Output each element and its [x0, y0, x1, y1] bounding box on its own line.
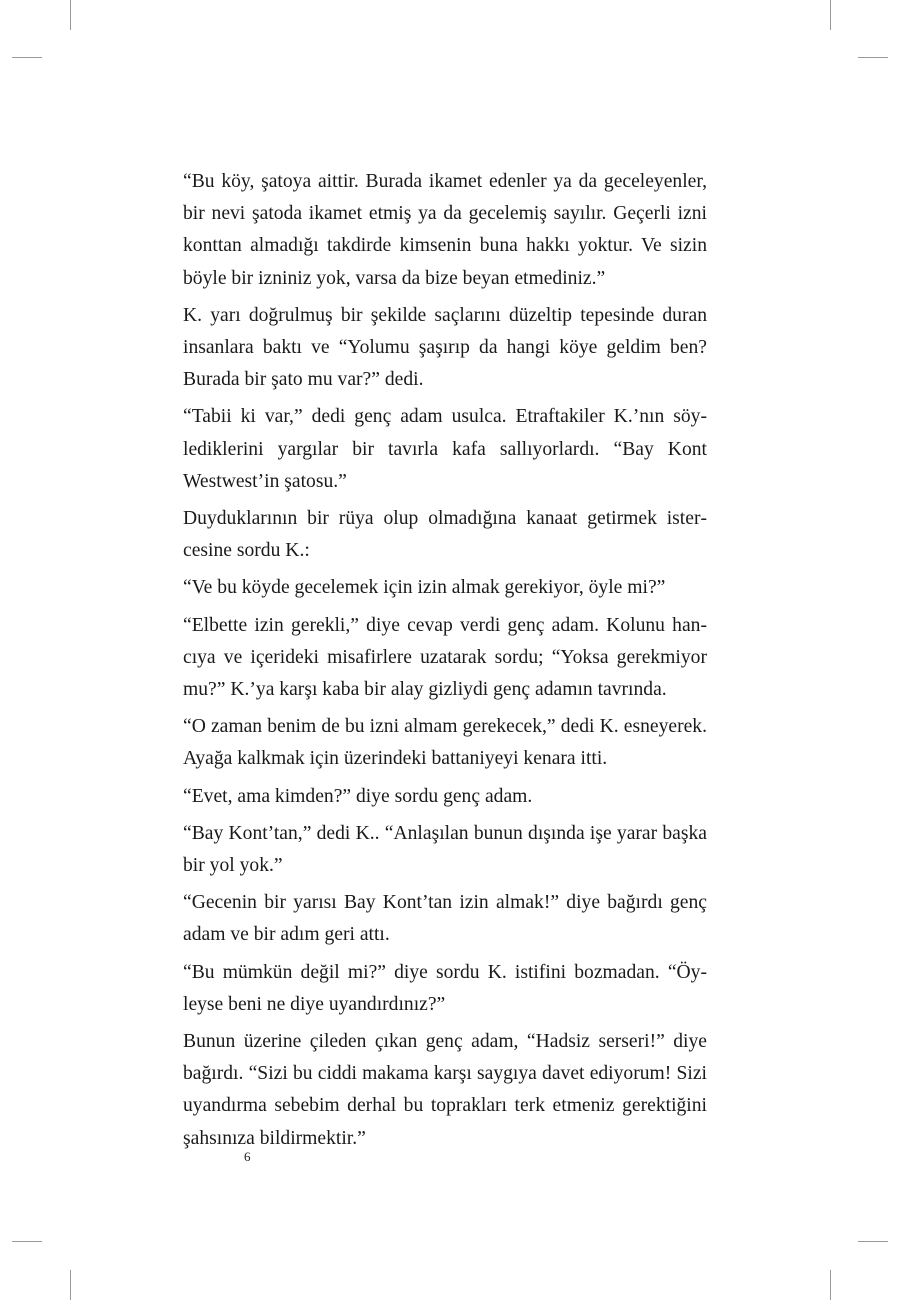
paragraph: “Ve bu köyde gecelemek için izin almak gerekiyor, öyle mi?”	[183, 577, 666, 599]
paragraph: Bunun üzerine çileden çıkan genç adam, “Hadsiz serseri!” diye bağırdı. “Sizi bu ciddi makama karşı saygıya davet ediyorum! Sizi uyandırma sebebim derhal bu toprakları terk etmeniz gerektiğini şahsınıza bildirmektir.”	[183, 1031, 707, 1149]
crop-mark-top-left-horizontal	[12, 57, 42, 58]
paragraph: “Bu mümkün değil mi?” diye sordu K. istifini bozmadan. “Öyleyse beni ne diye uyandırdınız?”	[183, 961, 707, 1015]
crop-mark-top-left-vertical	[70, 0, 71, 30]
paragraph: K. yarı doğrulmuş bir şekilde saçlarını düzeltip tepesinde duran insanlara baktı ve “Yolumu şaşırıp da hangi köye geldim ben? Burada bir şato mu var?” dedi.	[183, 304, 707, 391]
page-number: 6	[244, 1149, 251, 1164]
paragraph: “Bay Kont’tan,” dedi K.. “Anlaşılan bunun dışında işe yarar başka bir yol yok.”	[183, 822, 707, 877]
crop-mark-bottom-left-horizontal	[12, 1241, 42, 1242]
crop-mark-top-right-vertical	[830, 0, 831, 30]
crop-mark-bottom-left-vertical	[70, 1270, 71, 1300]
paragraph: “Tabii ki var,” dedi genç adam usulca. Etraftakiler K.’nın söylediklerini yargılar bir tavırla kafa sallıyorlardı. “Bay Kont Westwest’in şatosu.”	[183, 406, 707, 492]
crop-mark-bottom-right-vertical	[830, 1270, 831, 1300]
paragraph: “Evet, ama kimden?” diye sordu genç adam.	[183, 785, 533, 807]
paragraph: “Gecenin bir yarısı Bay Kont’tan izin almak!” diye bağırdı genç adam ve bir adım geri attı.	[183, 892, 707, 946]
body-text	[183, 166, 707, 1160]
paragraph: “O zaman benim de bu izni almam gerekecek,” dedi K. esneyerek. Ayağa kalkmak için üzerindeki battaniyeyi kenara itti.	[183, 716, 707, 770]
paragraph: Duyduklarının bir rüya olup olmadığına kanaat getirmek istercesine sordu K.:	[183, 508, 707, 562]
paragraph: “Bu köy, şatoya aittir. Burada ikamet edenler ya da geceleyenler, bir nevi şatoda ikamet etmiş ya da gecelemiş sayılır. Geçerli izni konttan almadığı takdirde kimsenin buna hakkı yoktur. Ve sizin böyle bir izniniz yok, varsa da bize beyan etmediniz.”	[183, 171, 707, 289]
crop-mark-bottom-right-horizontal	[858, 1241, 888, 1242]
paragraph: “Elbette izin gerekli,” diye cevap verdi genç adam. Kolunu hancıya ve içerideki misafirlere uzatarak sordu; “Yoksa gerekmiyor mu?” K.’ya karşı kaba bir alay gizliydi genç adamın tavrında.	[183, 614, 707, 701]
crop-mark-top-right-horizontal	[858, 57, 888, 58]
